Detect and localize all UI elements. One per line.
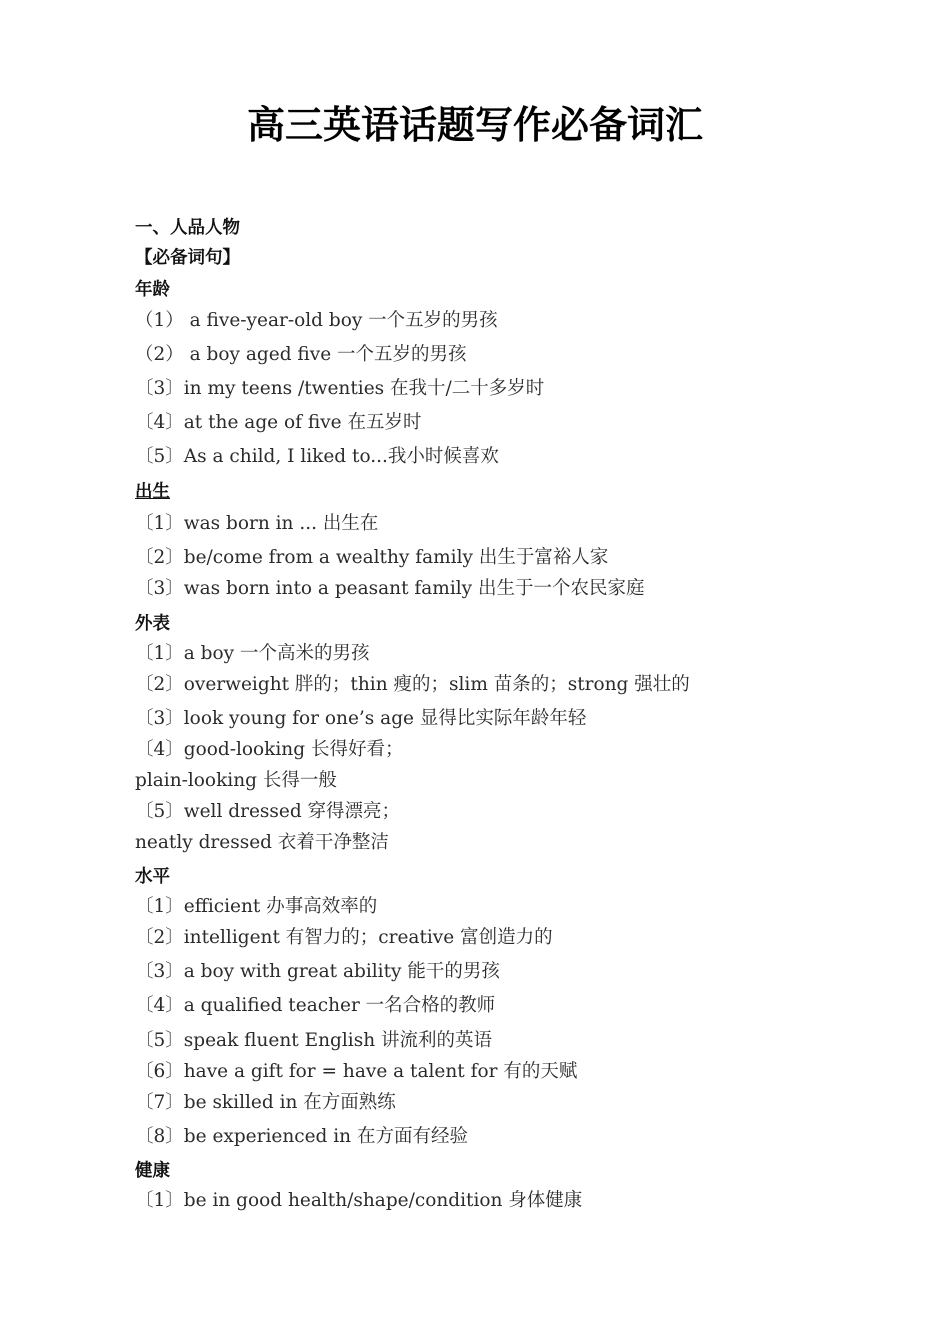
document-title: 高三英语话题写作必备词汇 [246,102,703,147]
group-heading-ability: 水平 [135,867,170,887]
list-item: 〔3〕look young for one’s age 显得比实际年龄年轻 [135,708,587,729]
list-item: 〔1〕be in good health/shape/condition 身体健康 [135,1190,583,1211]
list-item: （1） a five-year-old boy 一个五岁的男孩 [135,310,498,331]
list-item: 〔5〕As a child, I liked to...我小时候喜欢 [135,446,499,467]
list-item: plain-looking 长得一般 [135,770,337,791]
list-item: 〔1〕a boy 一个高米的男孩 [135,643,370,664]
section-heading: 一、人品人物 [135,218,240,238]
list-item: 〔5〕well dressed 穿得漂亮； [135,801,401,822]
list-item: 〔4〕a qualified teacher 一名合格的教师 [135,995,496,1016]
list-item: 〔7〕be skilled in 在方面熟练 [135,1092,396,1113]
list-item: 〔1〕efficient 办事高效率的 [135,896,378,917]
list-item: 〔1〕was born in ... 出生在 [135,513,379,534]
list-item: 〔2〕intelligent 有智力的；creative 富创造力的 [135,927,553,948]
group-heading-age: 年龄 [135,280,170,300]
list-item: 〔8〕be experienced in 在方面有经验 [135,1126,468,1147]
list-item: 〔3〕a boy with great ability 能干的男孩 [135,961,500,982]
list-item: 〔2〕be/come from a wealthy family 出生于富裕人家 [135,547,609,568]
list-item: neatly dressed 衣着干净整洁 [135,832,389,853]
subsection-heading: 【必备词句】 [135,248,240,268]
list-item: 〔3〕in my teens /twenties 在我十/二十多岁时 [135,378,545,399]
group-heading-health: 健康 [135,1161,170,1181]
group-heading-appearance: 外表 [135,614,170,634]
list-item: 〔4〕at the age of five 在五岁时 [135,412,422,433]
list-item: 〔3〕was born into a peasant family 出生于一个农民家庭 [135,578,645,599]
list-item: 〔6〕have a gift for = have a talent for 有的天赋 [135,1061,578,1082]
list-item: 〔5〕speak fluent English 讲流利的英语 [135,1030,492,1051]
list-item: 〔2〕overweight 胖的；thin 瘦的；slim 苗条的；strong 强壮的 [135,674,690,695]
list-item: 〔4〕good-looking 长得好看； [135,739,404,760]
group-heading-birth: 出生 [135,482,170,502]
list-item: （2） a boy aged five 一个五岁的男孩 [135,344,467,365]
